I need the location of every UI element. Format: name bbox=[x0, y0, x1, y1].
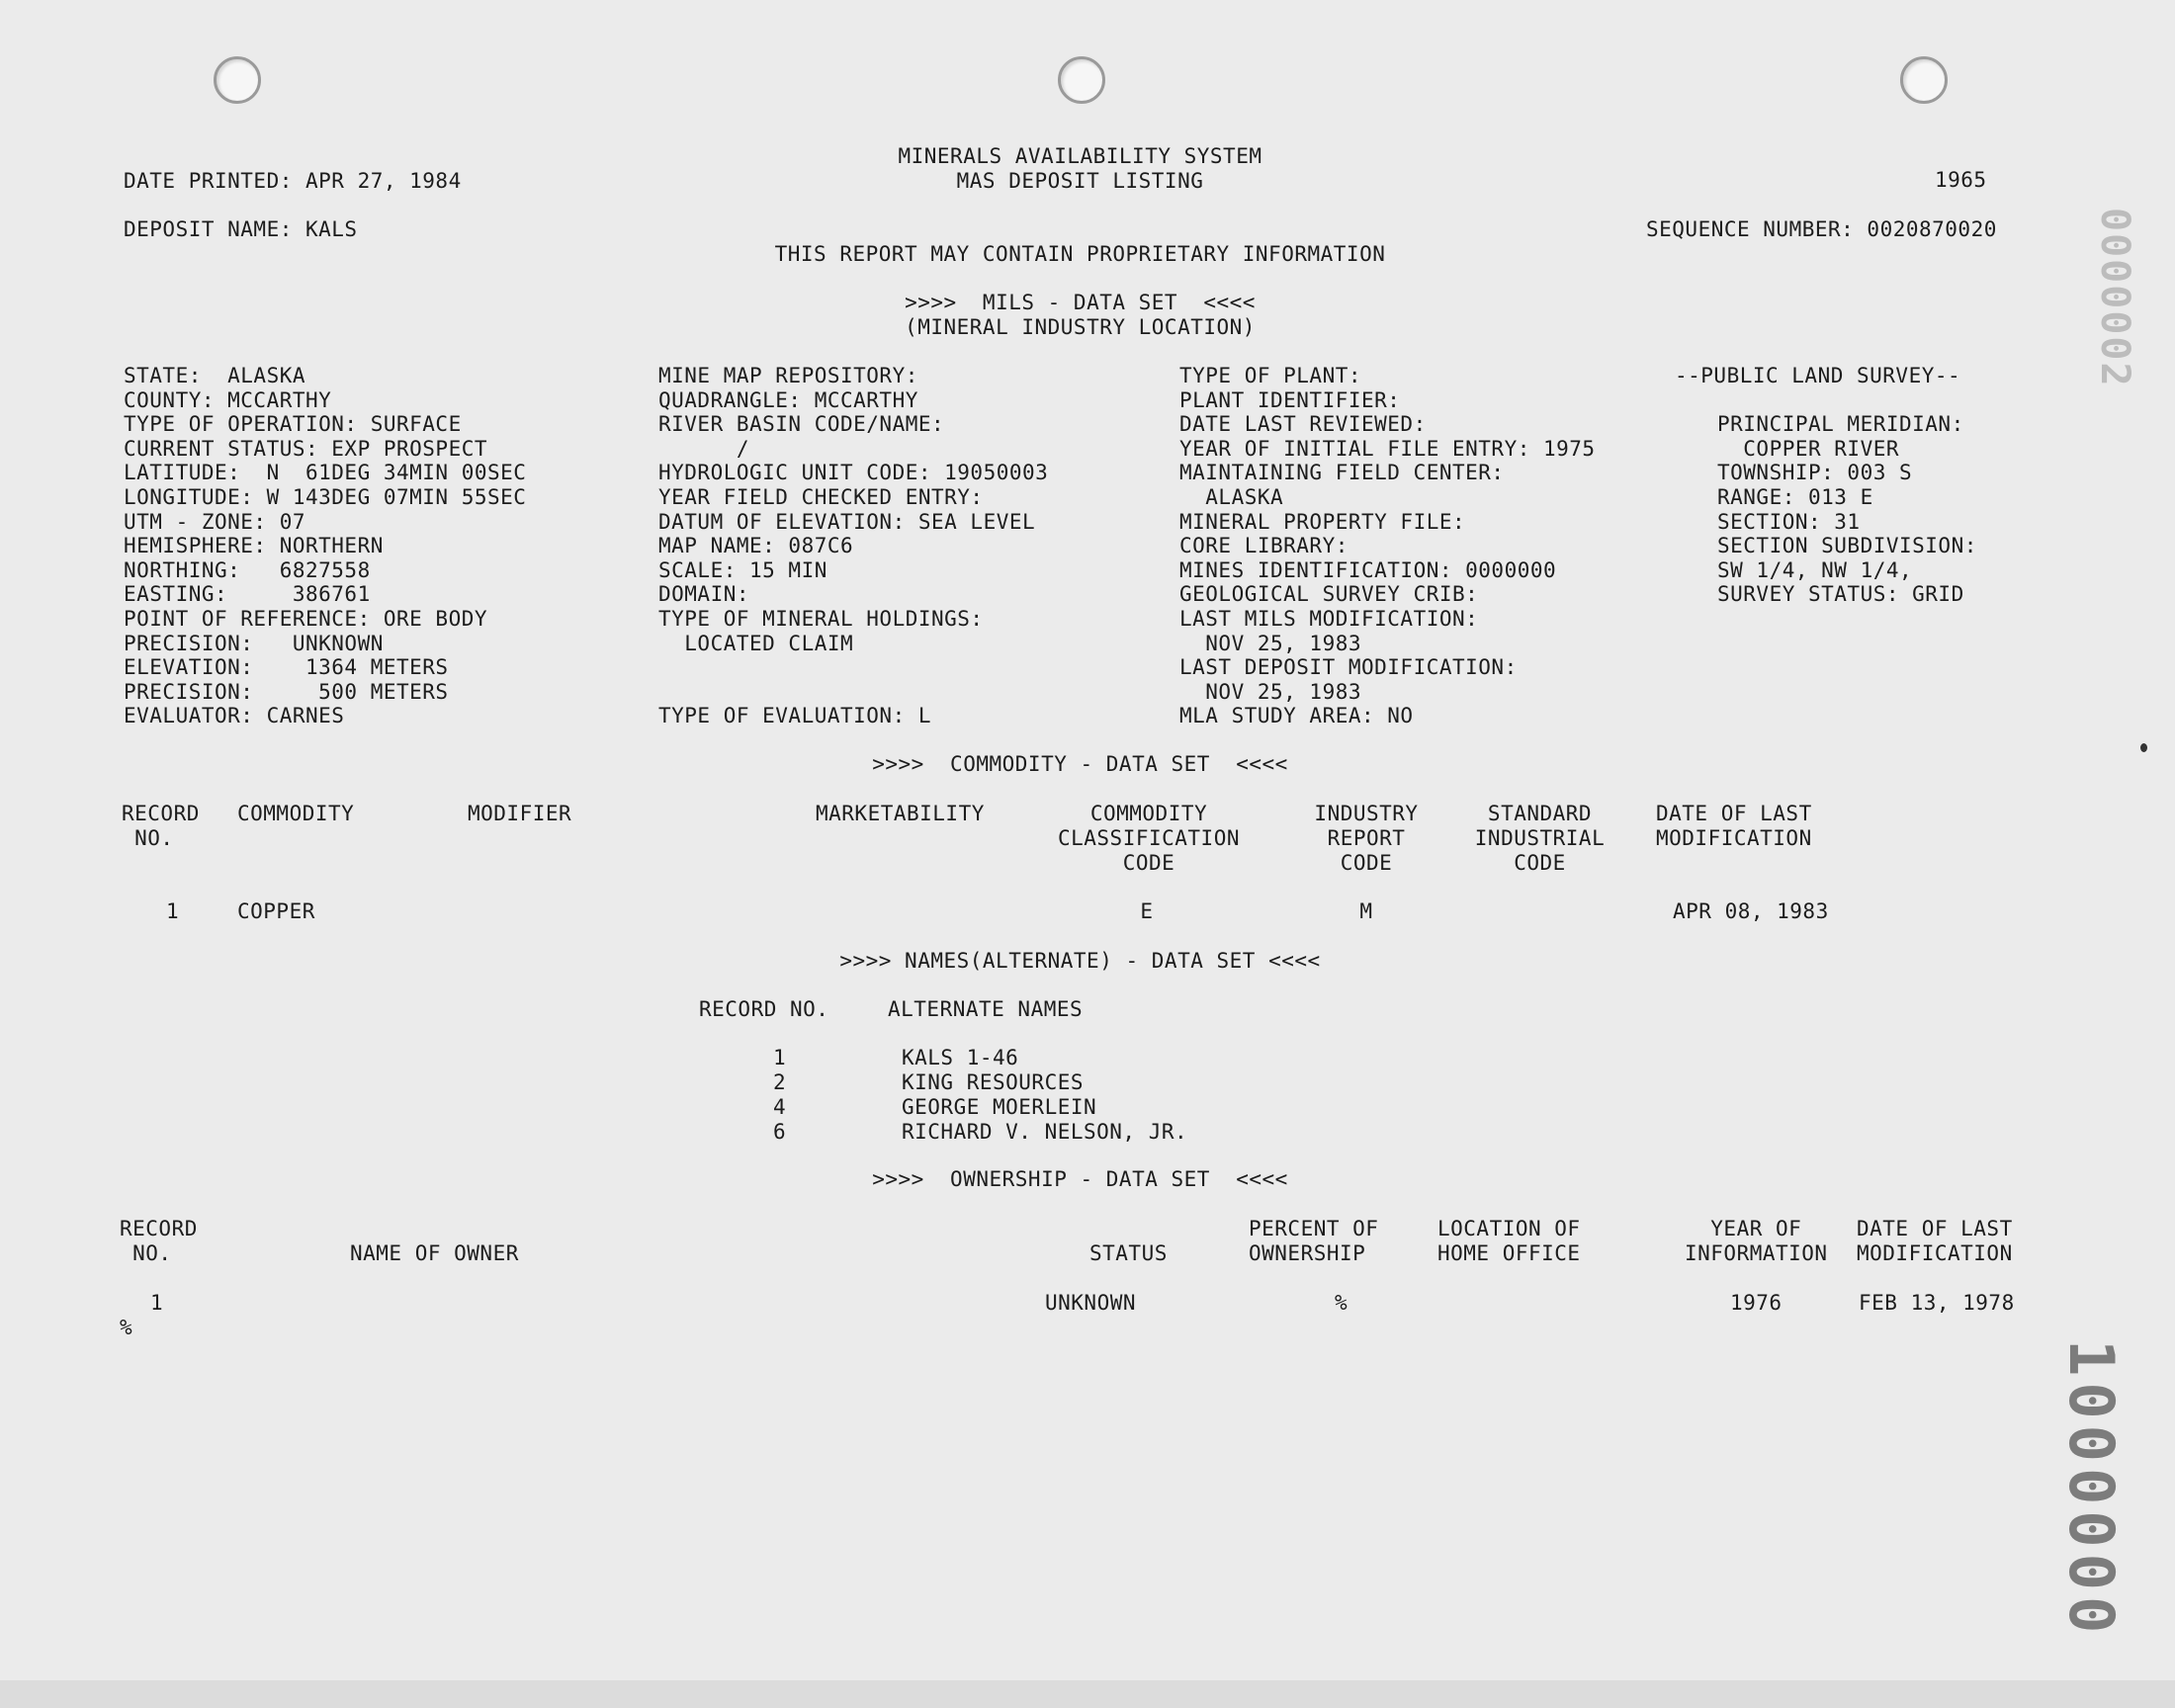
ink-spot bbox=[2140, 743, 2147, 752]
field-line: COPPER RIVER bbox=[1717, 436, 1900, 461]
field-line: PLANT IDENTIFIER: bbox=[1179, 387, 1401, 412]
field-line: PRECISION: 500 METERS bbox=[124, 679, 449, 704]
field-line: HYDROLOGIC UNIT CODE: 19050003 bbox=[658, 461, 1049, 485]
field-line: TYPE OF PLANT: bbox=[1179, 364, 1362, 387]
field-line: SW 1/4, NW 1/4, bbox=[1717, 557, 1913, 582]
field-line: TYPE OF EVALUATION: L bbox=[658, 704, 932, 728]
field-line: LOCATED CLAIM bbox=[658, 631, 854, 655]
commodity-classification: E bbox=[1140, 899, 1154, 923]
field-line: PRINCIPAL MERIDIAN: bbox=[1717, 412, 1964, 437]
proprietary-notice: THIS REPORT MAY CONTAIN PROPRIETARY INFORMATION bbox=[774, 242, 1386, 266]
field-line: GEOLOGICAL SURVEY CRIB: bbox=[1179, 582, 1479, 607]
field-line: LATITUDE: N 61DEG 34MIN 00SEC bbox=[124, 461, 527, 485]
deposit-name: DEPOSIT NAME: KALS bbox=[124, 217, 358, 241]
field-line: STATE: ALASKA bbox=[124, 364, 306, 387]
ownership-record: 1 bbox=[150, 1291, 164, 1315]
field-line: LAST DEPOSIT MODIFICATION: bbox=[1179, 655, 1518, 680]
commodity-name: COPPER bbox=[237, 899, 315, 923]
field-line: NOV 25, 1983 bbox=[1179, 679, 1362, 704]
public-land-survey-title: --PUBLIC LAND SURVEY-- bbox=[1675, 364, 1961, 387]
ownership-col-owner: NAME OF OWNER bbox=[350, 1241, 519, 1265]
field-line: RIVER BASIN CODE/NAME: bbox=[658, 412, 945, 437]
field-line: MINERAL PROPERTY FILE: bbox=[1179, 509, 1466, 534]
commodity-industry: M bbox=[1359, 899, 1373, 923]
commodity-col-standard: STANDARD INDUSTRIAL CODE bbox=[1474, 802, 1606, 875]
ownership-col-year: YEAR OF INFORMATION bbox=[1685, 1217, 1828, 1265]
field-line: PRECISION: UNKNOWN bbox=[124, 631, 384, 655]
field-line: ALASKA bbox=[1179, 485, 1284, 509]
ownership-footnote: % bbox=[120, 1316, 133, 1339]
field-line: YEAR OF INITIAL FILE ENTRY: 1975 bbox=[1179, 436, 1596, 461]
ownership-col-record: RECORD NO. bbox=[120, 1217, 198, 1265]
field-line: UTM - ZONE: 07 bbox=[124, 509, 306, 534]
mils-heading: >>>> MILS - DATA SET <<<< bbox=[905, 291, 1256, 314]
listing-title: MAS DEPOSIT LISTING bbox=[956, 169, 1204, 193]
punch-hole-left bbox=[214, 56, 261, 104]
page-code: 1965 bbox=[1935, 168, 1987, 192]
field-line: / bbox=[658, 436, 750, 461]
field-line: SURVEY STATUS: GRID bbox=[1717, 582, 1964, 607]
names-row-name: KING RESOURCES bbox=[902, 1070, 1085, 1094]
commodity-col-modifier: MODIFIER bbox=[468, 802, 572, 825]
ownership-col-status: STATUS bbox=[1089, 1241, 1168, 1265]
commodity-col-record: RECORD NO. bbox=[122, 802, 200, 850]
field-line: HEMISPHERE: NORTHERN bbox=[124, 534, 384, 558]
field-line: EASTING: 386761 bbox=[124, 582, 371, 607]
field-line: NOV 25, 1983 bbox=[1179, 631, 1362, 655]
field-line: CURRENT STATUS: EXP PROSPECT bbox=[124, 436, 488, 461]
punch-hole-center bbox=[1058, 56, 1105, 104]
mils-subheading: (MINERAL INDUSTRY LOCATION) bbox=[905, 315, 1256, 339]
names-col-names: ALTERNATE NAMES bbox=[888, 997, 1084, 1021]
commodity-heading: >>>> COMMODITY - DATA SET <<<< bbox=[872, 752, 1288, 776]
commodity-record: 1 bbox=[166, 899, 180, 923]
sequence-number: SEQUENCE NUMBER: 0020870020 bbox=[1646, 217, 1997, 241]
ownership-percent: % bbox=[1335, 1291, 1348, 1315]
field-line: LAST MILS MODIFICATION: bbox=[1179, 607, 1479, 631]
names-row-no: 4 bbox=[773, 1095, 787, 1119]
field-line: EVALUATOR: CARNES bbox=[124, 704, 345, 728]
field-line: DOMAIN: bbox=[658, 582, 750, 607]
names-heading: >>>> NAMES(ALTERNATE) - DATA SET <<<< bbox=[839, 949, 1321, 973]
field-line: RANGE: 013 E bbox=[1717, 485, 1873, 509]
punch-hole-right bbox=[1900, 56, 1948, 104]
field-line: TOWNSHIP: 003 S bbox=[1717, 461, 1913, 485]
field-line: CORE LIBRARY: bbox=[1179, 534, 1348, 558]
field-line: YEAR FIELD CHECKED ENTRY: bbox=[658, 485, 984, 509]
margin-stamp-bottom: 1000000 bbox=[2055, 1339, 2128, 1640]
field-line: TYPE OF OPERATION: SURFACE bbox=[124, 412, 462, 437]
names-row-no: 6 bbox=[773, 1120, 787, 1144]
field-line: SCALE: 15 MIN bbox=[658, 557, 827, 582]
names-row-no: 1 bbox=[773, 1046, 787, 1069]
names-col-record: RECORD NO. bbox=[699, 997, 829, 1021]
field-line: MINE MAP REPOSITORY: bbox=[658, 364, 918, 387]
date-printed: DATE PRINTED: APR 27, 1984 bbox=[124, 169, 462, 193]
field-line: LONGITUDE: W 143DEG 07MIN 55SEC bbox=[124, 485, 527, 509]
field-line: NORTHING: 6827558 bbox=[124, 557, 371, 582]
commodity-col-marketability: MARKETABILITY bbox=[816, 802, 985, 825]
field-line: MAP NAME: 087C6 bbox=[658, 534, 854, 558]
ownership-date: FEB 13, 1978 bbox=[1859, 1291, 2015, 1315]
commodity-col-commodity: COMMODITY bbox=[237, 802, 355, 825]
field-line: ELEVATION: 1364 METERS bbox=[124, 655, 449, 680]
ownership-col-date: DATE OF LAST MODIFICATION bbox=[1857, 1217, 2013, 1265]
field-line: POINT OF REFERENCE: ORE BODY bbox=[124, 607, 488, 631]
system-title: MINERALS AVAILABILITY SYSTEM bbox=[898, 144, 1262, 168]
names-row-name: GEORGE MOERLEIN bbox=[902, 1095, 1097, 1119]
field-line: MINES IDENTIFICATION: 0000000 bbox=[1179, 557, 1557, 582]
commodity-col-industry: INDUSTRY REPORT CODE bbox=[1314, 802, 1419, 875]
margin-stamp-top: 0000002 bbox=[2092, 208, 2137, 388]
ownership-status: UNKNOWN bbox=[1045, 1291, 1137, 1315]
field-line: COUNTY: MCCARTHY bbox=[124, 387, 332, 412]
field-line: SECTION: 31 bbox=[1717, 509, 1861, 534]
field-line: SECTION SUBDIVISION: bbox=[1717, 534, 1977, 558]
ownership-heading: >>>> OWNERSHIP - DATA SET <<<< bbox=[872, 1167, 1288, 1191]
field-line: MLA STUDY AREA: NO bbox=[1179, 704, 1414, 728]
names-row-name: RICHARD V. NELSON, JR. bbox=[902, 1120, 1188, 1144]
field-line: DATE LAST REVIEWED: bbox=[1179, 412, 1427, 437]
field-line: QUADRANGLE: MCCARTHY bbox=[658, 387, 918, 412]
field-line: DATUM OF ELEVATION: SEA LEVEL bbox=[658, 509, 1036, 534]
field-line: TYPE OF MINERAL HOLDINGS: bbox=[658, 607, 984, 631]
ownership-col-location: LOCATION OF HOME OFFICE bbox=[1437, 1217, 1581, 1265]
ownership-col-percent: PERCENT OF OWNERSHIP bbox=[1249, 1217, 1379, 1265]
commodity-date: APR 08, 1983 bbox=[1673, 899, 1829, 923]
field-line: MAINTAINING FIELD CENTER: bbox=[1179, 461, 1505, 485]
commodity-col-classification: COMMODITY CLASSIFICATION CODE bbox=[1057, 802, 1240, 875]
names-row-name: KALS 1-46 bbox=[902, 1046, 1019, 1069]
names-row-no: 2 bbox=[773, 1070, 787, 1094]
ownership-year: 1976 bbox=[1730, 1291, 1783, 1315]
scan-bottom-edge bbox=[0, 1680, 2175, 1708]
commodity-col-date: DATE OF LAST MODIFICATION bbox=[1656, 802, 1812, 850]
